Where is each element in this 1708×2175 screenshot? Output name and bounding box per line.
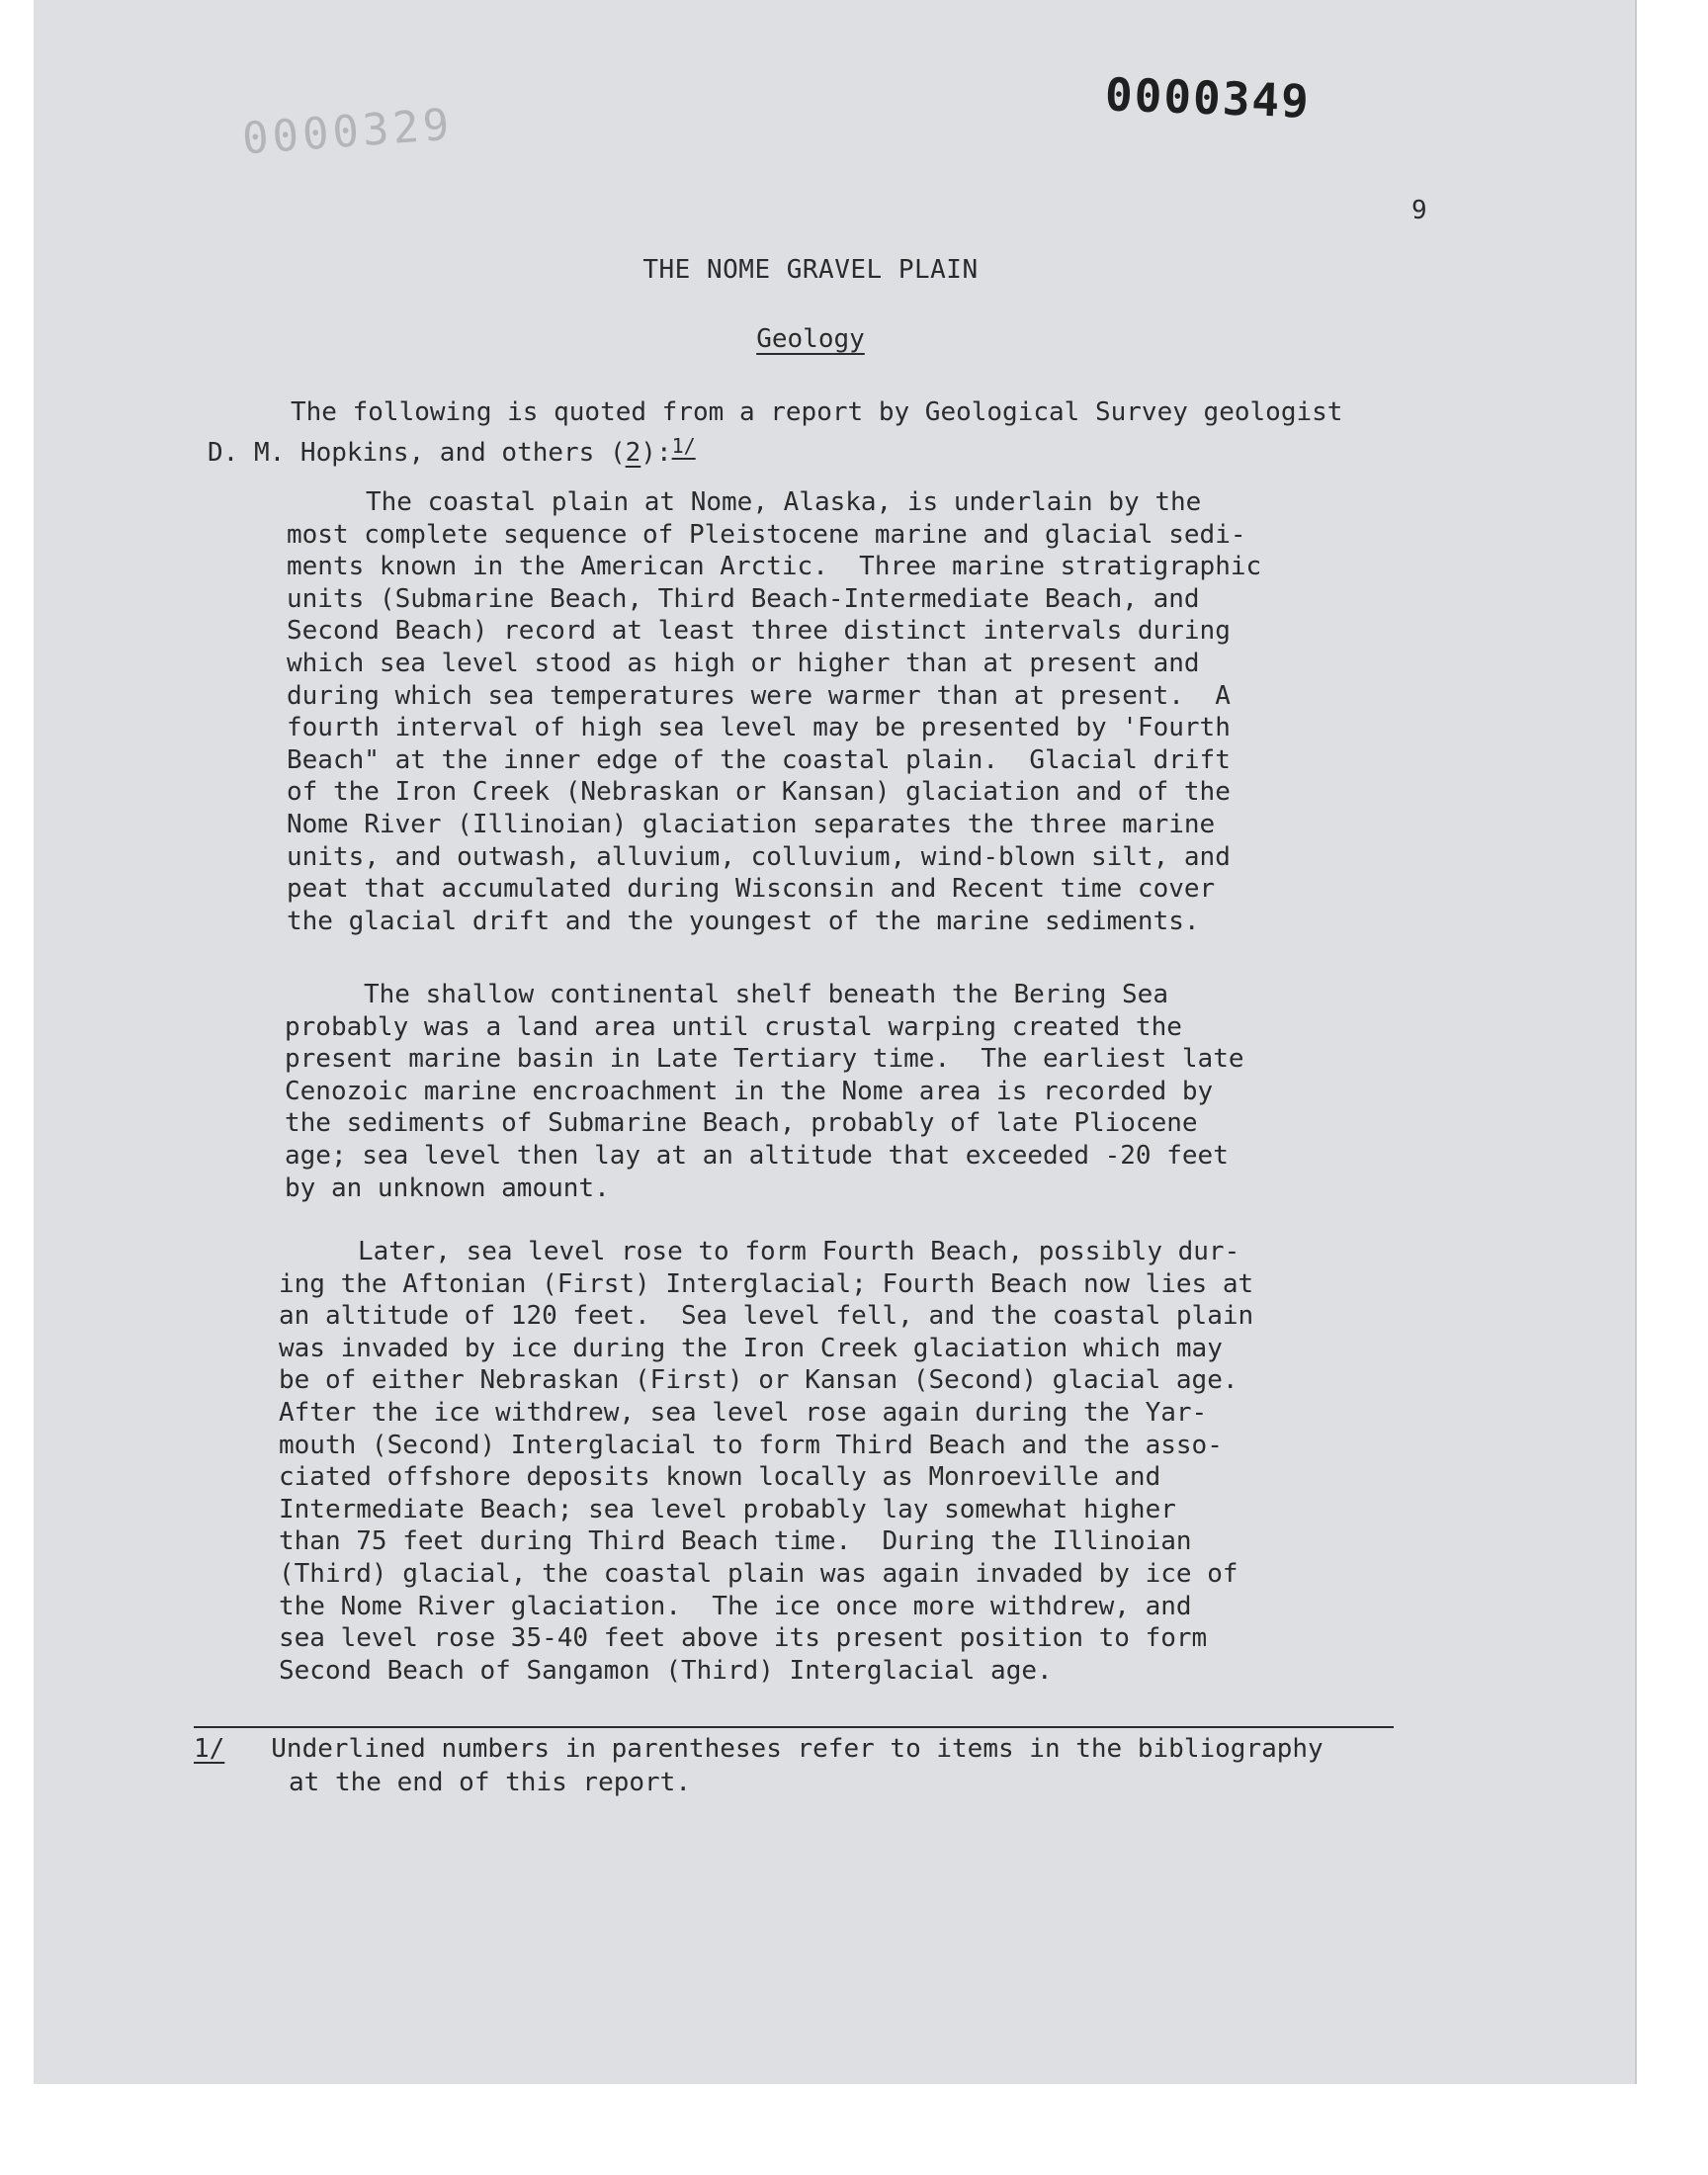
paragraph-line: peat that accumulated during Wisconsin and Recent time cover (287, 874, 1216, 905)
page-number: 9 (1411, 196, 1427, 225)
paragraph-line: Intermediate Beach; sea level probably lay somewhat higher (279, 1494, 1176, 1524)
paragraph-line: was invaded by ice during the Iron Creek glaciation which may (279, 1333, 1223, 1363)
footnote (194, 1732, 1419, 1799)
footnote-text-1: Underlined numbers in parentheses refer to items in the bibliography (271, 1734, 1324, 1764)
paragraph-line: which sea level stood as high or higher than at present and (287, 648, 1200, 678)
paragraph-line: be of either Nebraskan (First) or Kansan (Second) glacial age. (279, 1365, 1238, 1396)
footnote-line-2: at the end of this report. (289, 1768, 691, 1797)
paragraph-line: mouth (Second) Interglacial to form Third Beach and the asso- (279, 1430, 1223, 1460)
paragraph-line: The coastal plain at Nome, Alaska, is underlain by the (366, 487, 1202, 517)
paragraph-line: of the Iron Creek (Nebraskan or Kansan) glaciation and of the (287, 777, 1231, 808)
intro-line-2-prefix: D. M. Hopkins, and others ( (208, 438, 626, 468)
intro-line-1: The following is quoted from a report by Geological Survey geologist (291, 397, 1343, 427)
footnote-line-1 (194, 1732, 1419, 1766)
paragraph-line: Beach" at the inner edge of the coastal plain. Glacial drift (287, 744, 1231, 775)
paragraph-line: by an unknown amount. (285, 1173, 610, 1203)
paragraph-line: sea level rose 35-40 feet above its present position to form (279, 1623, 1208, 1654)
paragraph-line: the sediments of Submarine Beach, probably of late Pliocene (285, 1108, 1198, 1139)
paragraph-line: the Nome River glaciation. The ice once more withdrew, and (279, 1591, 1192, 1621)
paragraph-line: Cenozoic marine encroachment in the Nome area is recorded by (285, 1076, 1214, 1106)
page-bottom-margin (0, 2084, 1708, 2175)
paragraph-line: Later, sea level rose to form Fourth Beach, possibly dur- (358, 1237, 1240, 1266)
faint-document-stamp: 0000329 (240, 99, 455, 165)
footnote-reference: 1/ (671, 434, 696, 458)
paragraph-line: ciated offshore deposits known locally as Monroeville and (279, 1462, 1161, 1493)
paragraph-line: ments known in the American Arctic. Three marine stratigraphic (287, 552, 1262, 582)
bibliography-reference: 2 (625, 438, 641, 468)
paragraph-line: units (Submarine Beach, Third Beach-Intermediate Beach, and (287, 583, 1200, 614)
paragraph-line: (Third) glacial, the coastal plain was again invaded by ice of (279, 1558, 1238, 1589)
paragraph-line: Nome River (Illinoian) glaciation separates the three marine (287, 809, 1216, 839)
quoted-paragraph-3 (279, 1236, 1386, 1687)
intro-paragraph (208, 395, 1433, 470)
quoted-paragraph-1 (287, 486, 1394, 937)
paragraph-line: fourth interval of high sea level may be presented by 'Fourth (287, 713, 1231, 743)
section-heading (0, 324, 1621, 354)
paragraph-line: units, and outwash, alluvium, colluvium, wind-blown silt, and (287, 841, 1231, 872)
intro-line-2 (208, 429, 1433, 470)
intro-line-2-suffix: ): (640, 438, 672, 468)
quoted-paragraph-2 (285, 979, 1392, 1204)
paragraph-line: present marine basin in Late Tertiary time. The earliest late (285, 1044, 1244, 1075)
paragraph-line: ing the Aftonian (First) Interglacial; Fourth Beach now lies at (279, 1268, 1254, 1299)
paragraph-line: After the ice withdrew, sea level rose again during the Yar- (279, 1397, 1208, 1428)
paragraph-line: than 75 feet during Third Beach time. During the Illinoian (279, 1526, 1192, 1557)
section-heading-text: Geology (756, 324, 865, 354)
paragraph-line: during which sea temperatures were warmer than at present. A (287, 680, 1231, 711)
paragraph-line: Second Beach of Sangamon (Third) Interglacial age. (279, 1655, 1053, 1686)
paragraph-line: The shallow continental shelf beneath the Bering Sea (364, 980, 1168, 1009)
footnote-divider (194, 1726, 1394, 1728)
paragraph-line: most complete sequence of Pleistocene marine and glacial sedi- (287, 519, 1246, 550)
footnote-marker: 1/ (194, 1734, 225, 1764)
paragraph-line: Second Beach) record at least three distinct intervals during (287, 616, 1231, 647)
paragraph-line: probably was a land area until crustal warping created the (285, 1011, 1182, 1042)
paragraph-line: age; sea level then lay at an altitude that exceeded -20 feet (285, 1140, 1229, 1171)
document-control-number: 0000349 (1104, 67, 1312, 129)
paragraph-line: the glacial drift and the youngest of the marine sediments. (287, 906, 1200, 936)
page-title: THE NOME GRAVEL PLAIN (642, 255, 979, 285)
paragraph-line: an altitude of 120 feet. Sea level fell, and the coastal plain (279, 1301, 1254, 1332)
